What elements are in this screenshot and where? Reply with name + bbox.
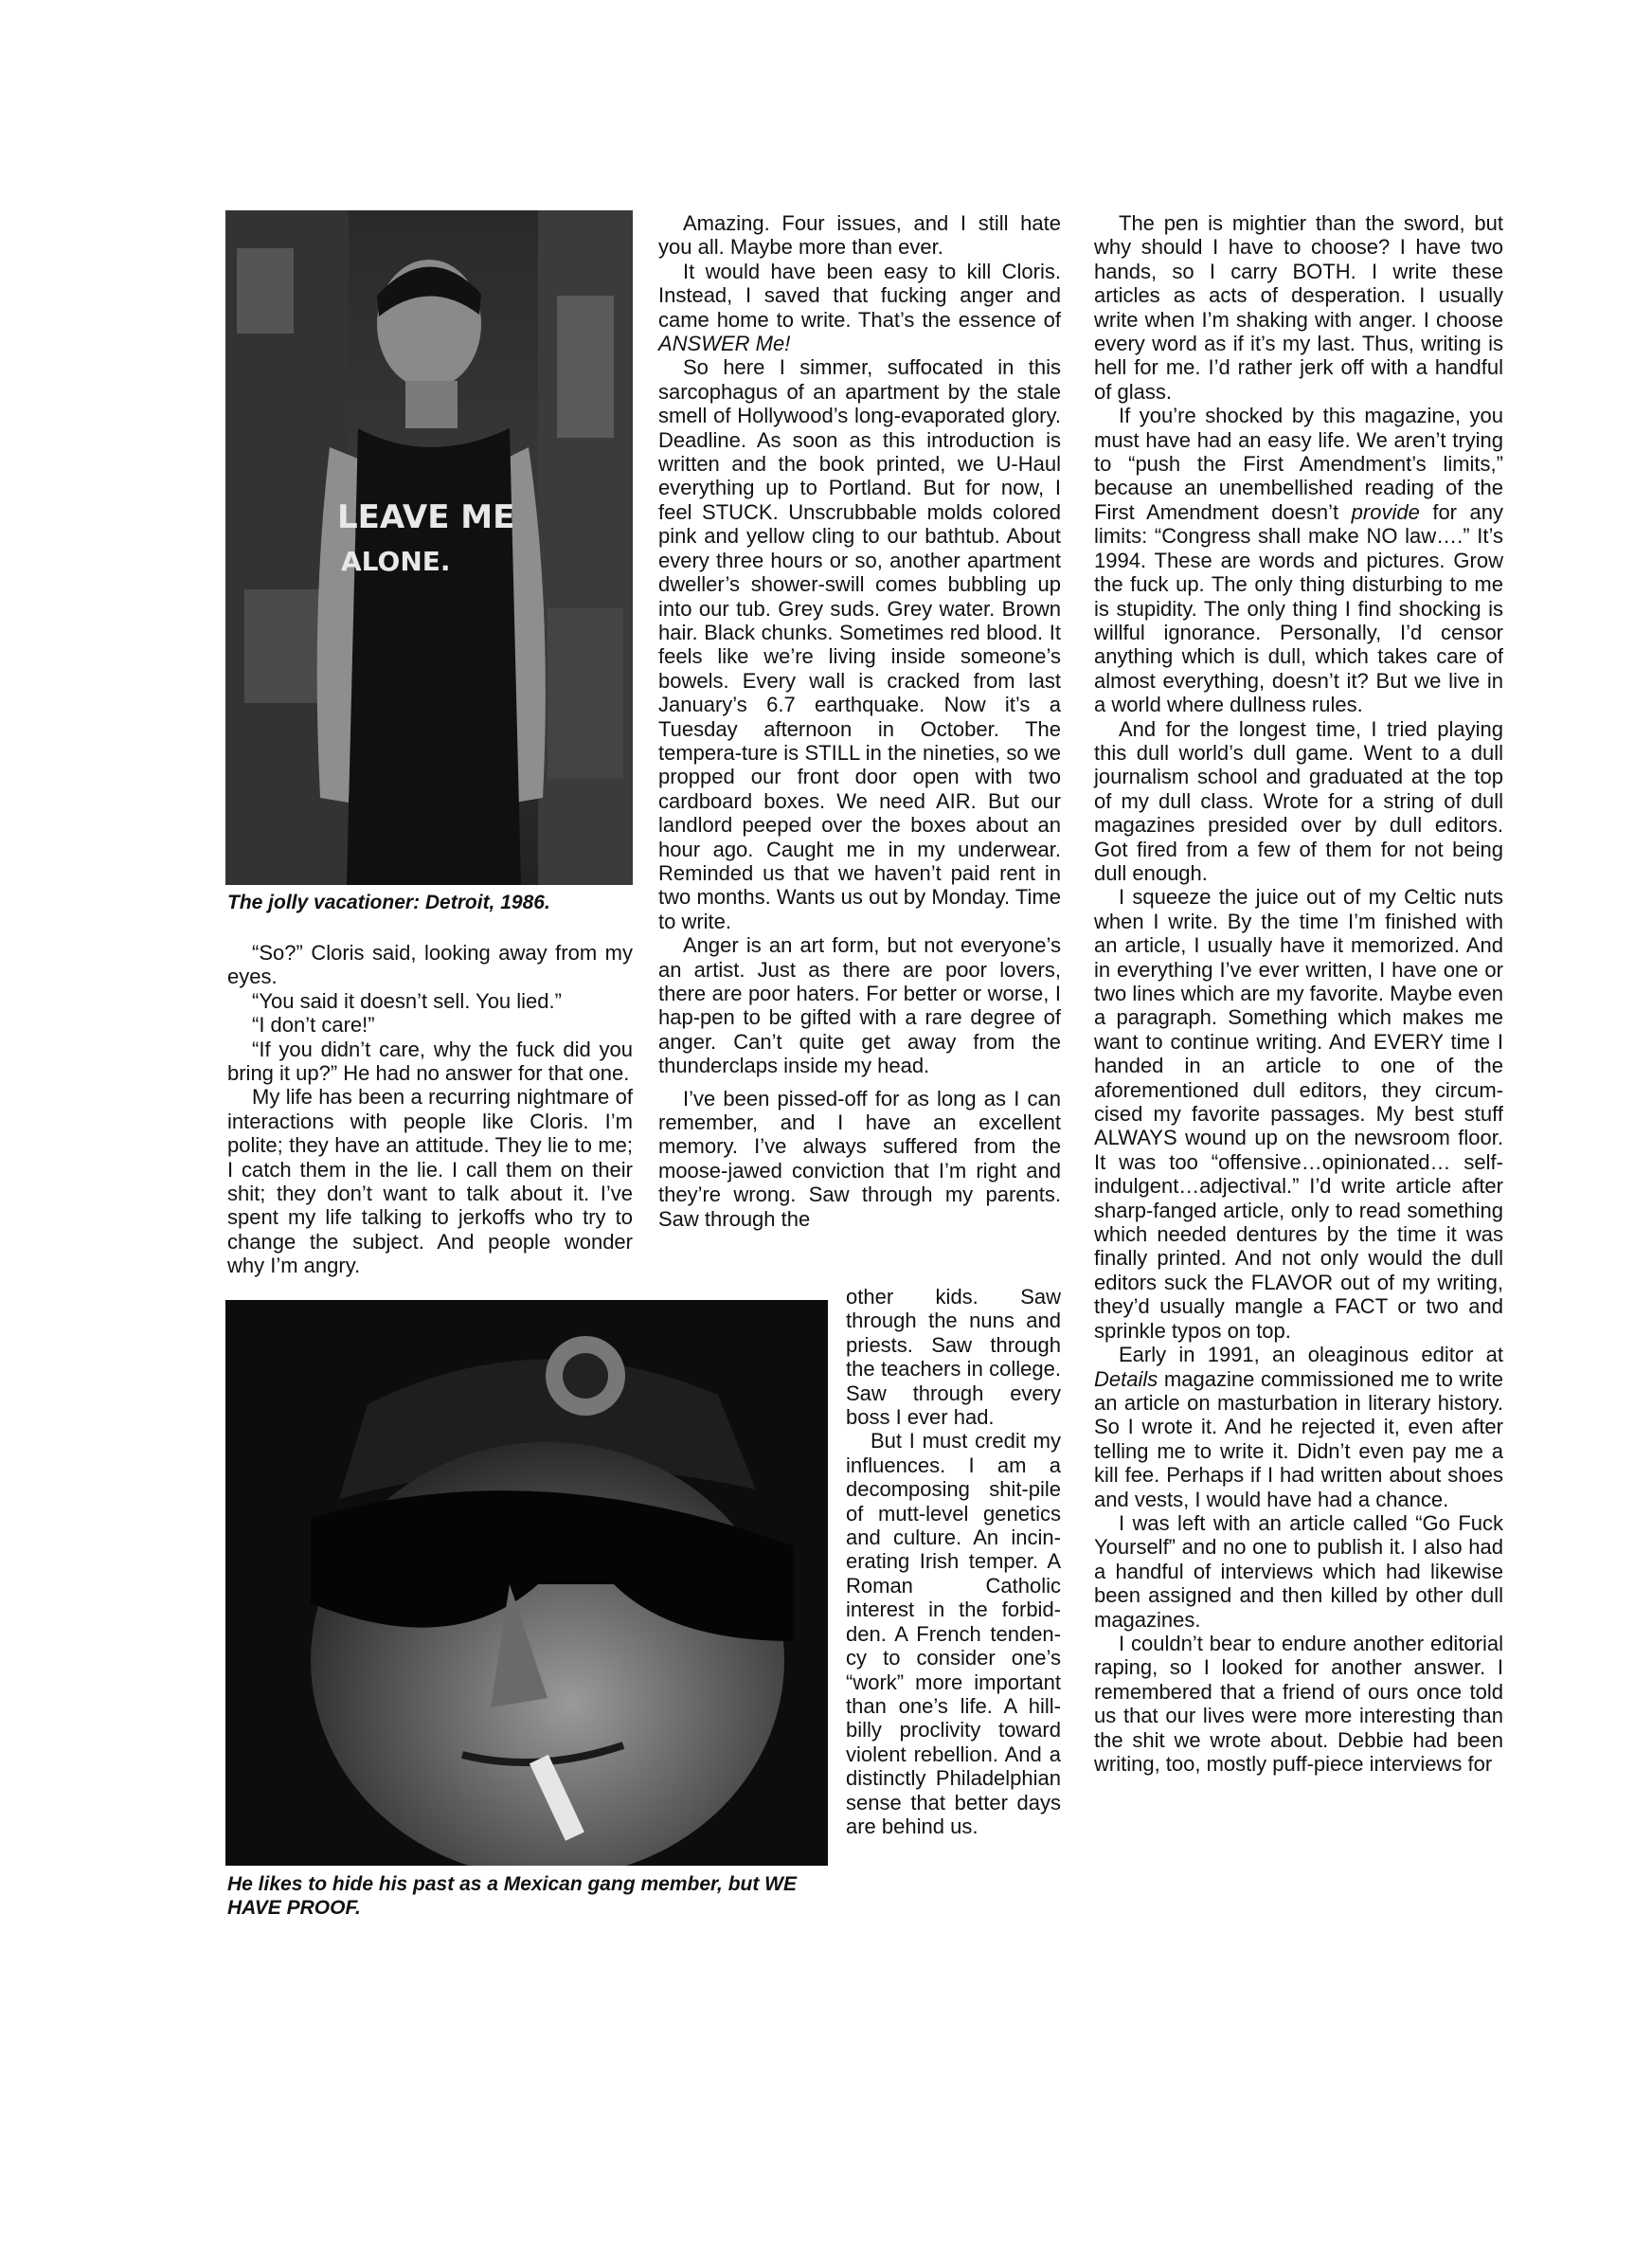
paragraph: “You said it doesn’t sell. You lied.” [252,988,562,1013]
photo-caption-top: The jolly vacationer: Detroit, 1986. [227,892,550,913]
text-run: magazine commissioned me to write an article on masturbation in literary history. So I wrote it. And he rejected it, even after telling me to write it. Didn’t even pay me a kill fee. Perhaps if I had written about shoes and vests, I would have had a chance. [1094,1366,1503,1511]
paragraph [1094,404,1503,716]
paragraph: other kids. Saw through the nuns and priests. Saw through the teachers in college. Saw through every boss I ever had. [846,1285,1061,1430]
text-column-middle [658,211,1061,1231]
photo-man-in-sunglasses [225,1300,828,1866]
magazine-name: Details [1094,1366,1158,1391]
shirt-text-line2: ALONE. [341,546,451,577]
photo-caption-bottom: He likes to hide his past as a Mexican gang member, but WE HAVE PROOF. [227,1873,798,1919]
paragraph: “So?” Cloris said, looking away from my eyes. [227,941,633,989]
paragraph [1094,1343,1503,1511]
text-column-right [1094,211,1503,1776]
text-run: for any limits: “Congress shall make NO law….” It’s 1994. These are words and pictures. Grow the fuck up. The only thing disturbing to me is stupidity. The only thing I find shocking is willful ignorance. Personally, I’d censor anything which is dull, which takes care of almost everything, doesn’t it? But we live in a world where dullness rules. [1094,499,1503,717]
text-emphasis: provide [1351,499,1420,524]
paragraph: So here I simmer, suffocated in this sarcophagus of an apartment by the stale smell of Hollywood’s long-evaporated glory. Deadline. As soon as this introduction is written and the book printed, we U-Haul everything up to Portland. But for now, I feel STUCK. Unscrubbable molds colored pink and yellow cling to our bathtub. About every three hours or so, another apartment dweller’s shower-swill comes bubbling up into our tub. Grey suds. Grey water. Brown hair. Black chunks. Sometimes red blood. It feels like we’re living inside someone’s bowels. Every wall is cracked from last January’s 6.7 earthquake. Now it’s a Tuesday afternoon in October. The tempera-ture is STILL in the nineties, so we propped our front door open with two cardboard boxes. We need AIR. But our landlord peeped over the boxes about an hour ago. Caught me in my underwear. Reminded us that we haven’t paid rent in two months. Wants us out by Monday. Time to write. [658,355,1061,933]
paragraph: Anger is an art form, but not everyone’s an artist. Just as there are poor lovers, there are poor haters. For better or worse, I hap-pen to be gifted with a rare degree of anger. Can’t quite get away from the thunderclaps inside my head. [658,933,1061,1078]
text-column-left [227,941,633,1278]
photo-gang-member [225,1300,828,1866]
paragraph [658,260,1061,356]
text-run: It would have been easy to kill Cloris. Instead, I saved that fucking anger and came home to write. That’s the essence of [658,259,1061,332]
paragraph: The pen is mightier than the sword, but why should I have to choose? I have two hands, so I carry BOTH. I write these articles as acts of desperation. I usually write when I’m shaking with anger. I choose every word as if it’s my last. Thus, writing is hell for me. I’d rather jerk off with a handful of glass. [1094,211,1503,404]
text-column-middle-narrow [846,1285,1061,1838]
paragraph: Amazing. Four issues, and I still hate you all. Maybe more than ever. [658,211,1061,260]
text-run: If you’re shocked by this magazine, you must have had an easy life. We aren’t trying to “push the First Amendment’s limits,” because an unembellished reading of the First Amendment doesn’t [1094,404,1503,524]
paragraph: My life has been a recurring nightmare of interactions with people like Cloris. I’m polite; they have an attitude. They lie to me; I catch them in the lie. I call them on their shit; they don’t want to talk about it. I’ve spent my life talking to jerkoffs who try to change the subject. And people wonder why I’m angry. [227,1085,633,1278]
paragraph: I was left with an article called “Go Fuck Yourself” and no one to publish it. I also had a handful of interviews which had likewise been assigned and then killed by other dull magazines. [1094,1510,1503,1632]
magazine-title: ANSWER Me! [658,332,791,356]
text-run: Early in 1991, an oleaginous editor at [1119,1343,1503,1367]
photo-man-in-tank-top [225,210,633,885]
paragraph: And for the longest time, I tried playing this dull world’s dull game. Went to a dull journalism school and graduated at the top of my dull class. Wrote for a string of dull magazines presided over by dull editors. Got fired from a few of them for not being dull enough. [1094,716,1503,885]
paragraph: “If you didn’t care, why the fuck did you bring it up?” He had no answer for that one. [227,1037,633,1086]
paragraph: “I don’t care!” [252,1013,375,1038]
paragraph: I’ve been pissed-off for as long as I can remember, and I have an excellent memory. I’ve always suffered from the moose-jawed conviction that I’m right and they’re wrong. Saw through my parents. Saw through the [658,1086,1061,1231]
paragraph: But I must credit my influences. I am a decomposing shit-pile of mutt-level genetics and culture. An incin-erating Irish temper. A Roman Catholic interest in the forbid-den. A French tenden-cy to consider one’s “work” more important than one’s life. A hill-billy proclivity toward violent rebellion. And a distinctly Philadelphian sense that better days are behind us. [846,1429,1061,1838]
photo-detroit-1986 [225,210,633,885]
shirt-text-line1: LEAVE ME [337,498,515,536]
paragraph: I couldn’t bear to endure another editorial raping, so I looked for another answer. I remembered that a friend of ours once told us that our lives were more interesting than the shit we wrote about. Debbie had been writing, too, mostly puff-piece interviews for [1094,1631,1503,1776]
paragraph: I squeeze the juice out of my Celtic nuts when I write. By the time I’m finished with an article, I usually have it memorized. And in everything I’ve ever written, I have one or two lines which are my favorite. Maybe even a paragraph. Something which makes me want to continue writing. And EVERY time I handed in an article to one of the aforementioned dull editors, they circum-cised my favorite passages. My best stuff ALWAYS wound up on the newsroom floor. It was too “offensive…opinionated… self-indulgent…adjectival.” I’d write article after sharp-fanged article, only to read something which needed dentures by the time it was finally printed. And not only would the dull editors suck the FLAVOR out of my writing, they’d usually mangle a FACT or two and sprinkle typos on top. [1094,885,1503,1343]
